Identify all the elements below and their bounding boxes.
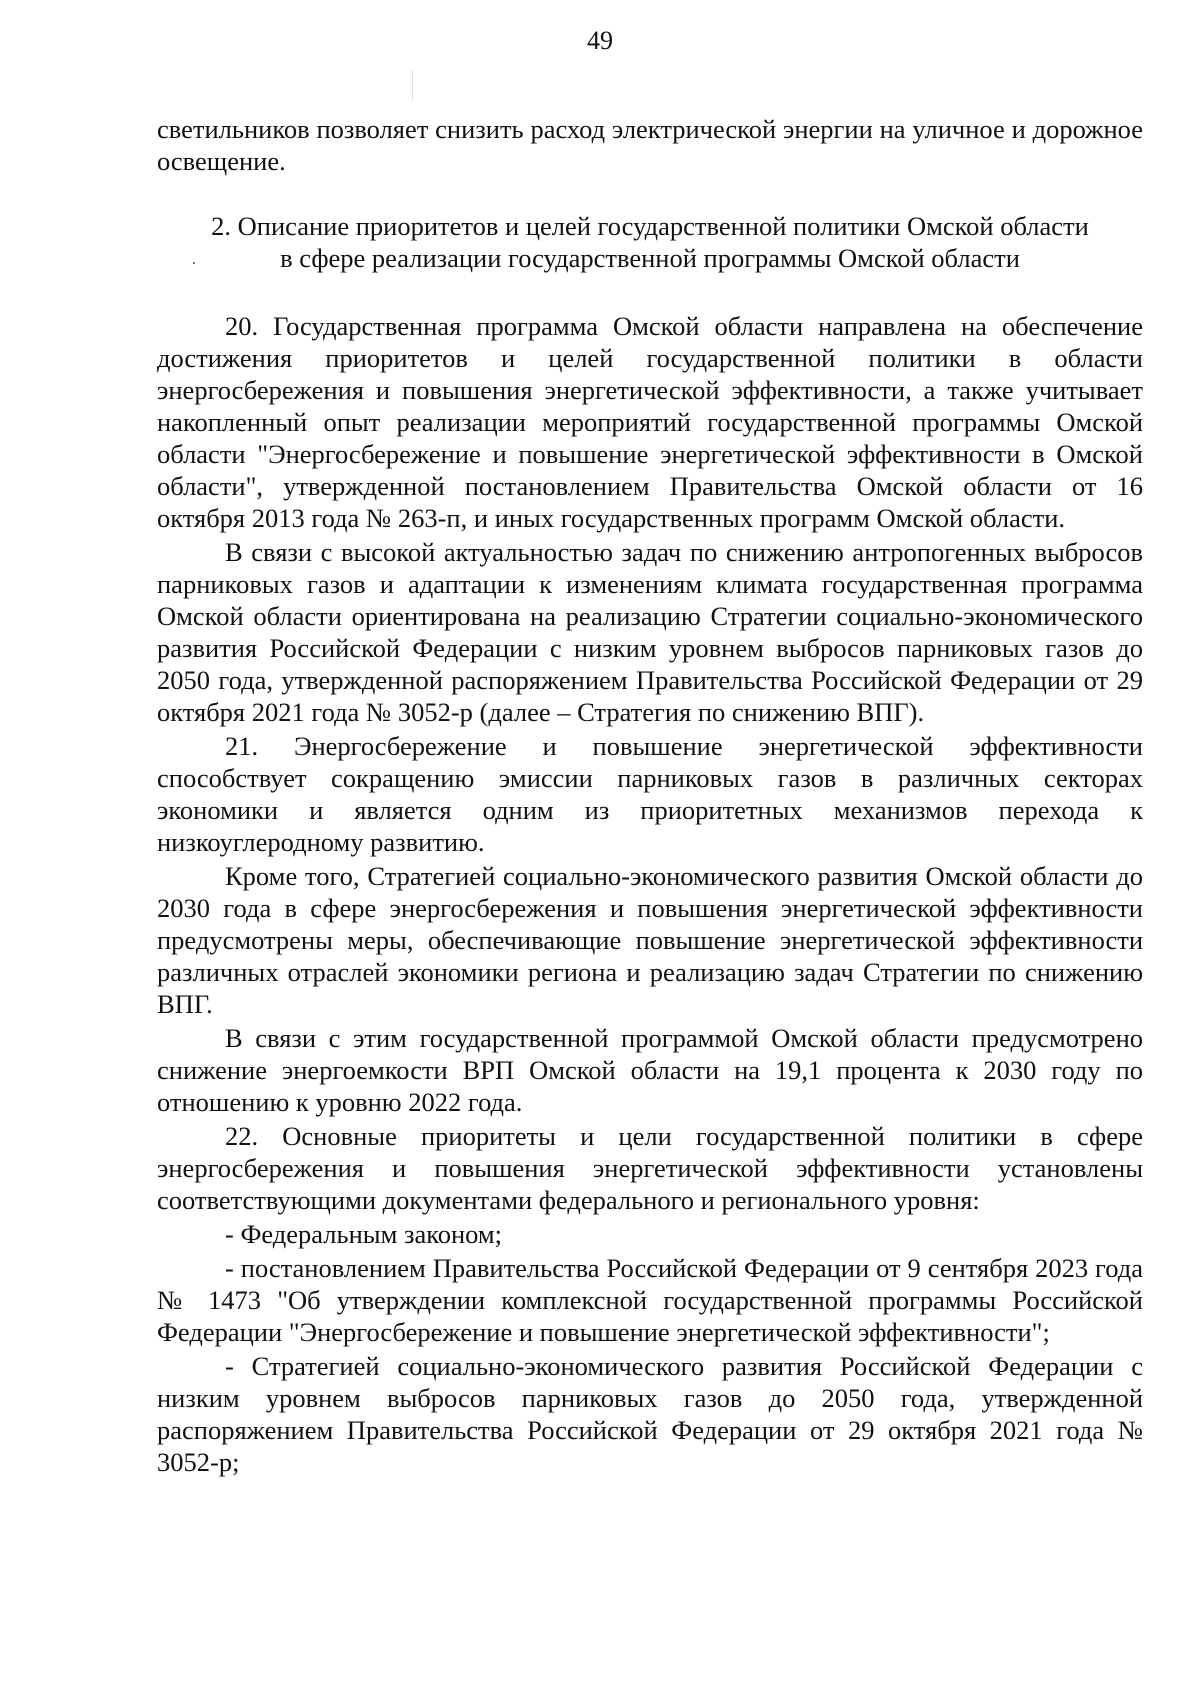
list-item-government-resolution: - постановлением Правительства Российской Федерации от 9 сентября 2023 года № 1473 "Об утверждении комплексной государственной программы Российской Федерации "Энергосбережение и повышение энергетической эффективности"; <box>157 1253 1143 1347</box>
document-body <box>157 113 1143 1478</box>
section-heading <box>157 210 1143 274</box>
section-heading-line-1: 2. Описание приоритетов и целей государственной политики Омской области <box>211 211 1089 241</box>
scan-artifact-line <box>412 70 413 100</box>
paragraph-regional-strategy: Кроме того, Стратегией социально-экономического развития Омской области до 2030 года в сфере энергосбережения и повышения энергетической эффективности предусмотрены меры, обеспечивающие повышение энергетической эффективности различных отраслей экономики региона и реализацию задач Стратегии по снижению ВПГ. <box>157 861 1143 1019</box>
paragraph-21: 21. Энергосбережение и повышение энергетической эффективности способствует сокращению эмиссии парниковых газов в различных секторах экономики и является одним из приоритетных механизмов перехода к низкоуглеродному развитию. <box>157 731 1143 857</box>
page-number: 49 <box>587 26 613 55</box>
intro-continuation: светильников позволяет снизить расход электрической энергии на уличное и дорожное освещение. <box>157 114 1143 176</box>
paragraph-20: 20. Государственная программа Омской области направлена на обеспечение достижения приоритетов и целей государственной политики в области энергосбережения и повышения энергетической эффективности, а также учитывает накопленный опыт реализации мероприятий государственной программы Омской области "Энергосбережение и повышение энергетической эффективности в Омской области", утвержденной постановлением Правительства Омской области от 16 октября 2013 года № 263-п, и иных государственных программ Омской области. <box>157 311 1143 533</box>
paragraph-energy-intensity: В связи с этим государственной программой Омской области предусмотрено снижение энергоемкости ВРП Омской области на 19,1 процента к 2030 году по отношению к уровню 2022 года. <box>157 1023 1143 1117</box>
paragraph-climate: В связи с высокой актуальностью задач по снижению антропогенных выбросов парниковых газов и адаптации к изменениям климата государственная программа Омской области ориентирована на реализацию Стратегии социально-экономического развития Российской Федерации с низким уровнем выбросов парниковых газов до 2050 года, утвержденной распоряжением Правительства Российской Федерации от 29 октября 2021 года № 3052-р (далее – Стратегия по снижению ВПГ). <box>157 537 1143 727</box>
list-item-federal-law: - Федеральным законом; <box>225 1219 503 1249</box>
list-item-strategy: - Стратегией социально-экономического развития Российской Федерации с низким уровнем выбросов парниковых газов до 2050 года, утвержденной распоряжением Правительства Российской Федерации от 29 октября 2021 года № 3052-р; <box>157 1351 1143 1477</box>
paragraph-22: 22. Основные приоритеты и цели государственной политики в сфере энергосбережения и повышения энергетической эффективности установлены соответствующими документами федерального и регионального уровня: <box>157 1121 1143 1215</box>
section-heading-line-2: в сфере реализации государственной программы Омской области <box>280 243 1020 273</box>
